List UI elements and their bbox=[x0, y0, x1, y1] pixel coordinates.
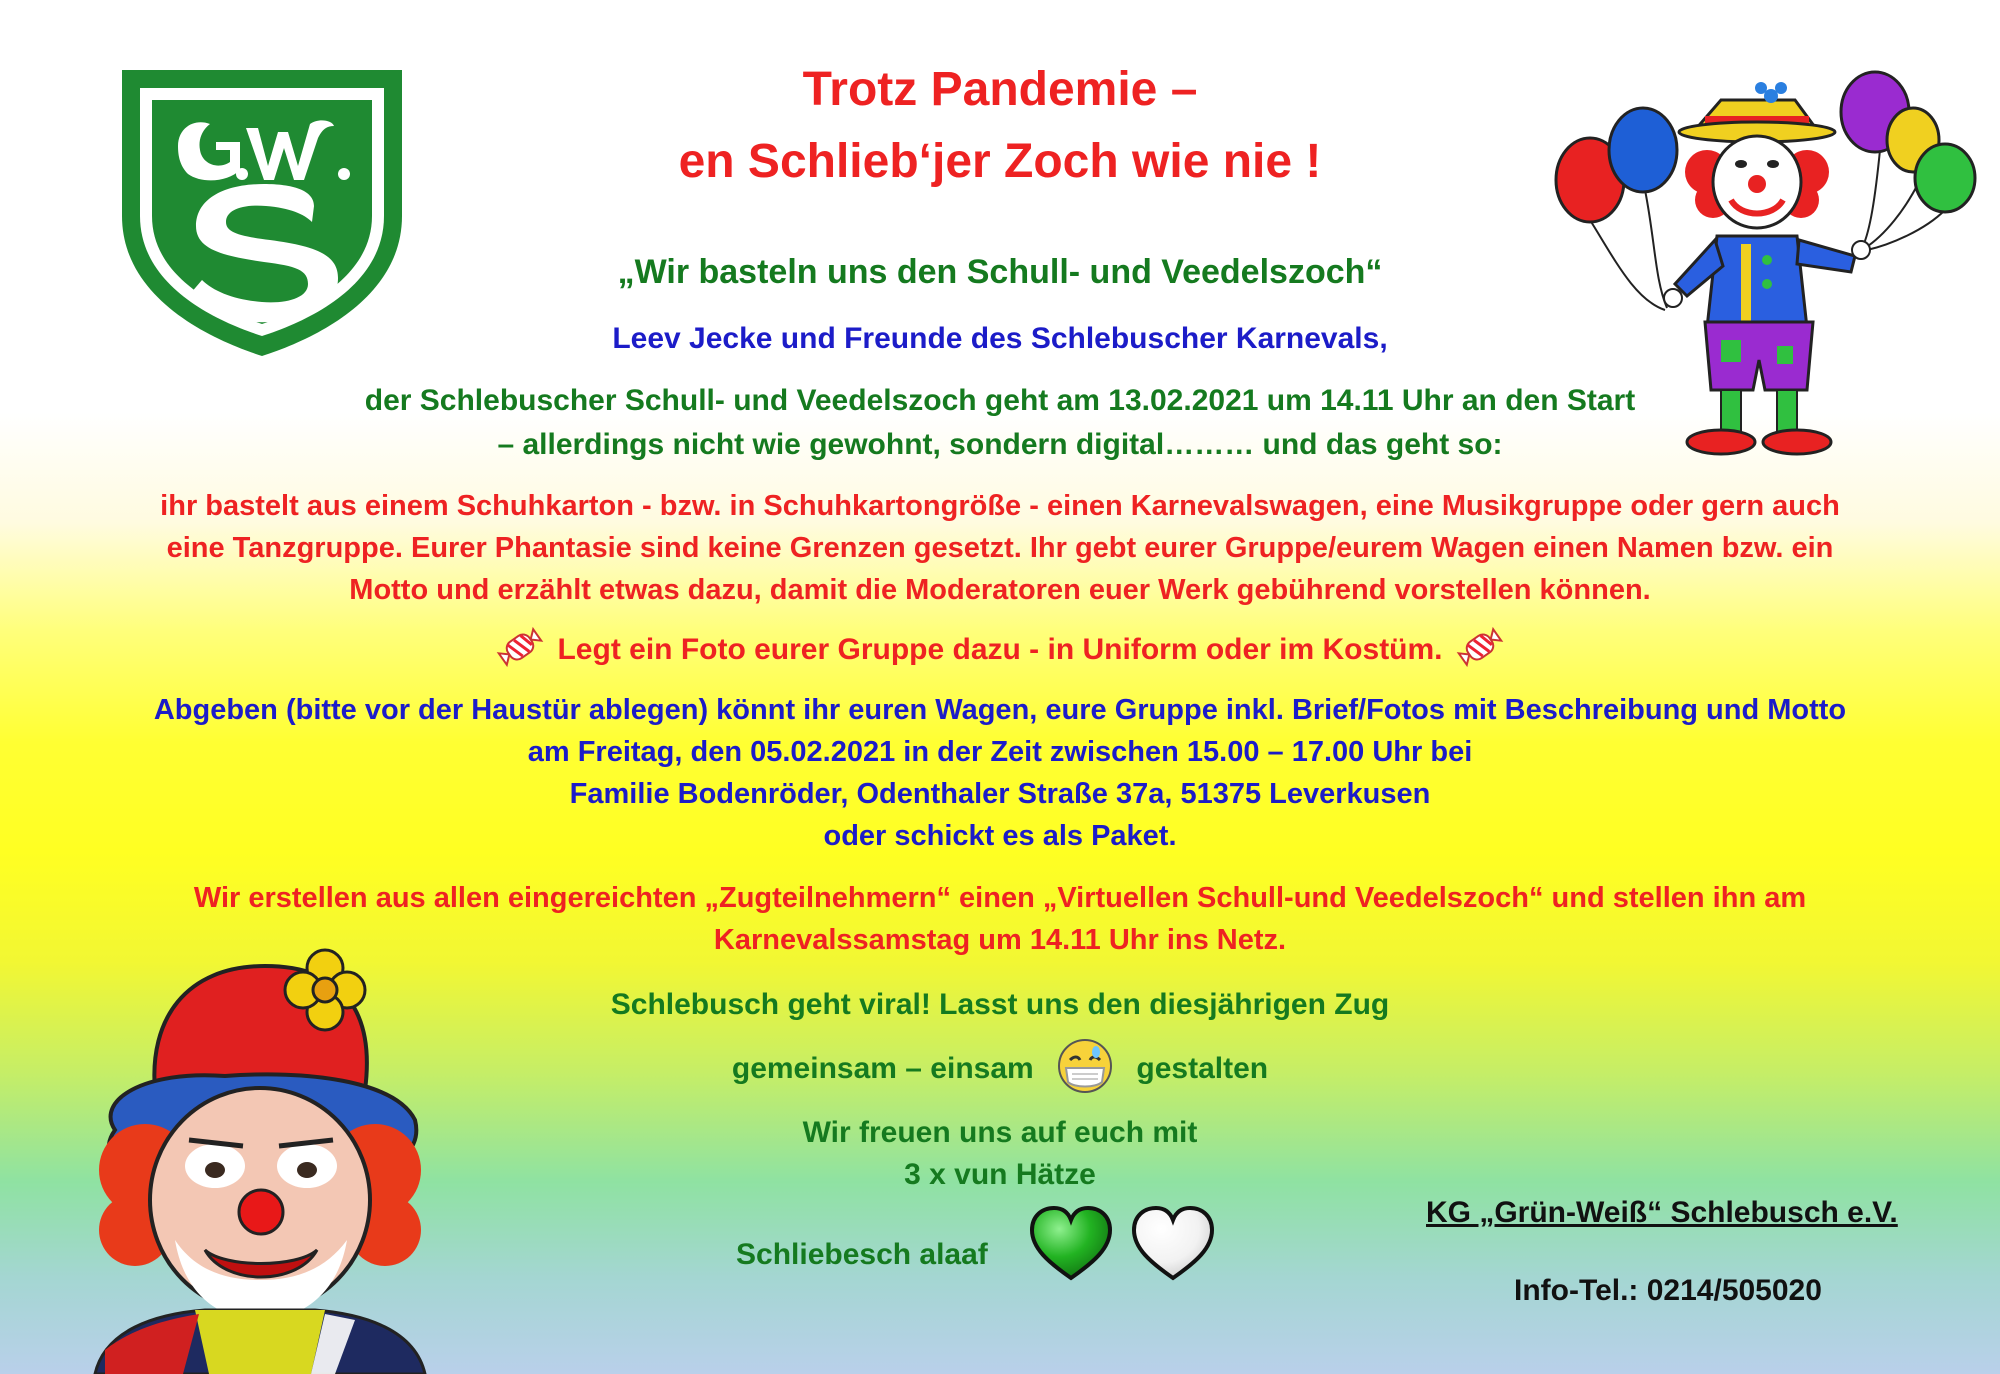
candy-icon bbox=[495, 624, 545, 678]
dropoff-line-3: Familie Bodenröder, Odenthaler Straße 37a, 51375 Leverkusen bbox=[569, 778, 1431, 810]
viral-line-2 bbox=[0, 1038, 2000, 1102]
instructions-line-2: eine Tanzgruppe. Eurer Phantasie sind keine Grenzen gesetzt. Ihr gebt eurer Gruppe/eurem Wagen einen Namen bzw. ein bbox=[166, 532, 1834, 564]
white-heart-icon bbox=[1130, 1204, 1216, 1284]
instructions-line-3: Motto und erzählt etwas dazu, damit die Moderatoren euer Werk gebührend vorstellen können. bbox=[349, 574, 1651, 606]
subtitle: „Wir basteln uns den Schull- und Veedelszoch“ bbox=[617, 253, 1383, 291]
closing-line-1: Wir freuen uns auf euch mit bbox=[802, 1116, 1198, 1149]
org-phone: Info-Tel.: 0214/505020 bbox=[1514, 1274, 1822, 1307]
viral-line-1: Schlebusch geht viral! Lasst uns den diesjährigen Zug bbox=[610, 988, 1390, 1021]
dropoff-line-4: oder schickt es als Paket. bbox=[823, 820, 1177, 852]
intro-line-2: – allerdings nicht wie gewohnt, sondern digital……… und das geht so: bbox=[497, 428, 1503, 461]
instructions-line-1: ihr bastelt aus einem Schuhkarton - bzw. in Schuhkartongröße - einen Karnevalswagen, eine Musikgruppe oder gern auch bbox=[160, 490, 1840, 522]
mask-face-emoji-icon bbox=[1056, 1038, 1114, 1102]
greeting: Leev Jecke und Freunde des Schlebuscher Karnevals, bbox=[612, 322, 1388, 355]
photo-note-row bbox=[0, 624, 2000, 678]
virtual-line-2: Karnevalssamstag um 14.11 Uhr ins Netz. bbox=[713, 924, 1287, 956]
photo-note: Legt ein Foto eurer Gruppe dazu - in Uniform oder im Kostüm. bbox=[557, 632, 1443, 666]
virtual-line-1: Wir erstellen aus allen eingereichten „Zugteilnehmern“ einen „Virtuellen Schull-und Veedelszoch“ und stellen ihn am bbox=[193, 882, 1807, 914]
title-line-2: en Schlieb‘jer Zoch wie nie ! bbox=[678, 135, 1322, 188]
viral-together: gemeinsam – einsam bbox=[731, 1051, 1034, 1085]
dropoff-line-2: am Freitag, den 05.02.2021 in der Zeit zwischen 15.00 – 17.00 Uhr bei bbox=[527, 736, 1473, 768]
title-line-1: Trotz Pandemie – bbox=[802, 63, 1198, 116]
dropoff-line-1: Abgeben (bitte vor der Haustür ablegen) könnt ihr euren Wagen, eure Gruppe inkl. Brief/Fotos mit Beschreibung und Motto bbox=[153, 694, 1847, 726]
candy-icon bbox=[1455, 624, 1505, 678]
org-name: KG „Grün-Weiß“ Schlebusch e.V. bbox=[1426, 1196, 1898, 1229]
viral-design: gestalten bbox=[1136, 1051, 1269, 1085]
closing-alaaf: Schliebesch alaaf bbox=[736, 1238, 988, 1271]
green-heart-icon bbox=[1028, 1204, 1114, 1284]
intro-line-1: der Schlebuscher Schull- und Veedelszoch geht am 13.02.2021 um 14.11 Uhr an den Start bbox=[364, 384, 1636, 417]
closing-line-2: 3 x vun Hätze bbox=[904, 1158, 1096, 1191]
